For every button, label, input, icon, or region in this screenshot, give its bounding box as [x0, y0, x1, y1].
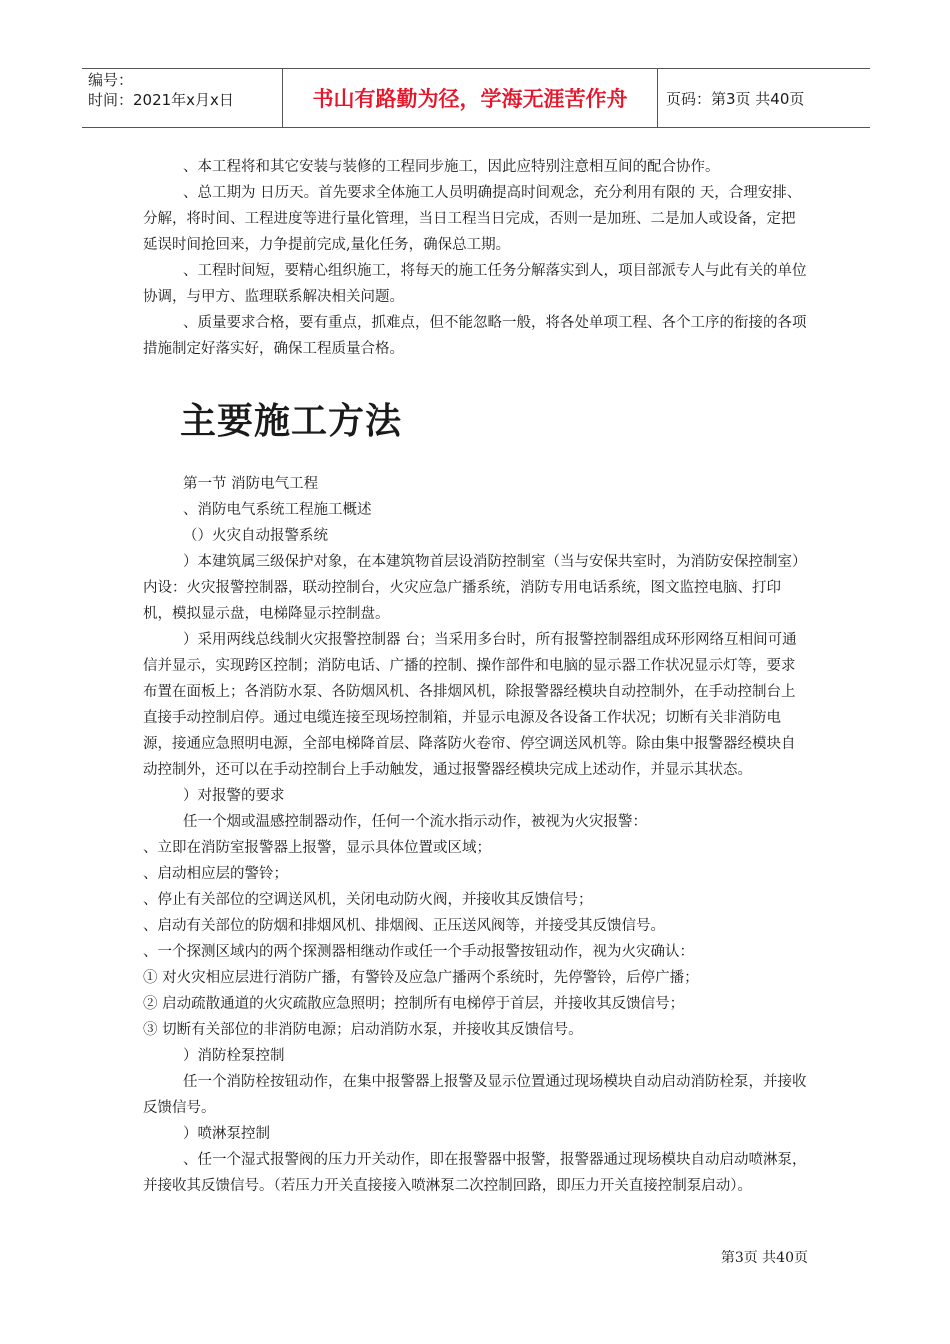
intro-section [143, 154, 808, 362]
page-footer: 第3页 共40页 [720, 1250, 808, 1266]
list-item: 、启动有关部位的防烟和排烟风机、排烟阀、正压送风阀等，并接受其反馈信号。 [143, 918, 665, 934]
section-subtitle: 第一节 消防电气工程 [183, 476, 319, 492]
subsection-title: ）消防栓泵控制 [183, 1048, 285, 1064]
subsection-title: ）喷淋泵控制 [183, 1126, 270, 1142]
header-motto-cell [282, 69, 658, 127]
section-heading: 主要施工方法 [180, 401, 403, 442]
intro-paragraph: 、总工期为 日历天。首先要求全体施工人员明确提高时间观念，充分利用有限的 天，合理安排、分解，将时间、工程进度等进行量化管理，当日工程当日完成，否则一是加班、二是加人或设备，定把延误时间抢回来，力争提前完成,量化任务，确保总工期。 [143, 185, 802, 253]
list-item: ① 对火灾相应层进行消防广播，有警铃及应急广播两个系统时，先停警铃，后停广播； [143, 970, 699, 986]
body-paragraph: 任一个消防栓按钮动作，在集中报警器上报警及显示位置通过现场模块自动启动消防栓泵，并接收反馈信号。 [143, 1074, 807, 1116]
list-item: 、启动相应层的警铃； [143, 866, 288, 882]
body-paragraph: 任一个烟或温感控制器动作，任何一个流水指示动作，被视为火灾报警： [183, 814, 647, 830]
list-item: ③ 切断有关部位的非消防电源；启动消防水泵，并接收其反馈信号。 [143, 1022, 583, 1038]
body-paragraph: ）采用两线总线制火灾报警控制器 台；当采用多台时，所有报警控制器组成环形网络互相间可通信并显示，实现跨区控制；消防电话、广播的控制、操作部件和电脑的显示器工作状况显示灯等，要求布置在面板上；各消防水泵、各防烟风机、各排烟风机，除报警器经模块自动控制外，在手动控制台上直接手动控制启停。通过电缆连接至现场控制箱，并显示电源及各设备工作状况；切断有关非消防电源，接通应急照明电源，全部电梯降首层、降落防火卷帘、停空调送风机等。除由集中报警器经模块自动控制外，还可以在手动控制台上手动触发，通过报警器经模块完成上述动作，并显示其状态。 [143, 632, 797, 778]
intro-paragraph: 、本工程将和其它安装与装修的工程同步施工，因此应特别注意相互间的配合协作。 [183, 159, 720, 175]
header-page-number: 页码：第3页 共40页 [666, 89, 805, 108]
construction-methods-section [143, 471, 808, 1199]
header-info [82, 69, 282, 127]
list-item: 、立即在消防室报警器上报警，显示具体位置或区域； [143, 840, 491, 856]
list-item: 、一个探测区域内的两个探测器相继动作或任一个手动报警按钮动作，视为火灾确认： [143, 944, 694, 960]
subsection-title: （）火灾自动报警系统 [183, 528, 328, 544]
subsection-title: ）对报警的要求 [183, 788, 285, 804]
subsection-title: 、消防电气系统工程施工概述 [183, 502, 372, 518]
body-paragraph: 、任一个湿式报警阀的压力开关动作，即在报警器中报警，报警器通过现场模块自动启动喷淋泵，并接收其反馈信号。（若压力开关直接接入喷淋泵二次控制回路，即压力开关直接控制泵启动）。 [143, 1152, 807, 1194]
page-header [82, 68, 870, 128]
list-item: ② 启动疏散通道的火灾疏散应急照明；控制所有电梯停于首层，并接收其反馈信号； [143, 996, 685, 1012]
intro-paragraph: 、工程时间短，要精心组织施工，将每天的施工任务分解落实到人，项目部派专人与此有关的单位协调，与甲方、监理联系解决相关问题。 [143, 263, 807, 305]
body-paragraph: ）本建筑属三级保护对象，在本建筑物首层设消防控制室（当与安保共室时，为消防安保控制室）内设：火灾报警控制器，联动控制台，火灾应急广播系统，消防专用电话系统，图文监控电脑、打印机，模拟显示盘，电梯降显示控制盘。 [143, 554, 807, 622]
document-number-label: 编号： [88, 71, 134, 89]
document-date-label: 时间：2021年x月x日 [88, 91, 234, 109]
list-item: 、停止有关部位的空调送风机，关闭电动防火阀，并接收其反馈信号； [143, 892, 593, 908]
intro-paragraph: 、质量要求合格，要有重点，抓难点，但不能忽略一般，将各处单项工程、各个工序的衔接的各项措施制定好落实好，确保工程质量合格。 [143, 315, 807, 357]
header-motto: 书山有路勤为径，学海无涯苦作舟 [312, 87, 628, 111]
